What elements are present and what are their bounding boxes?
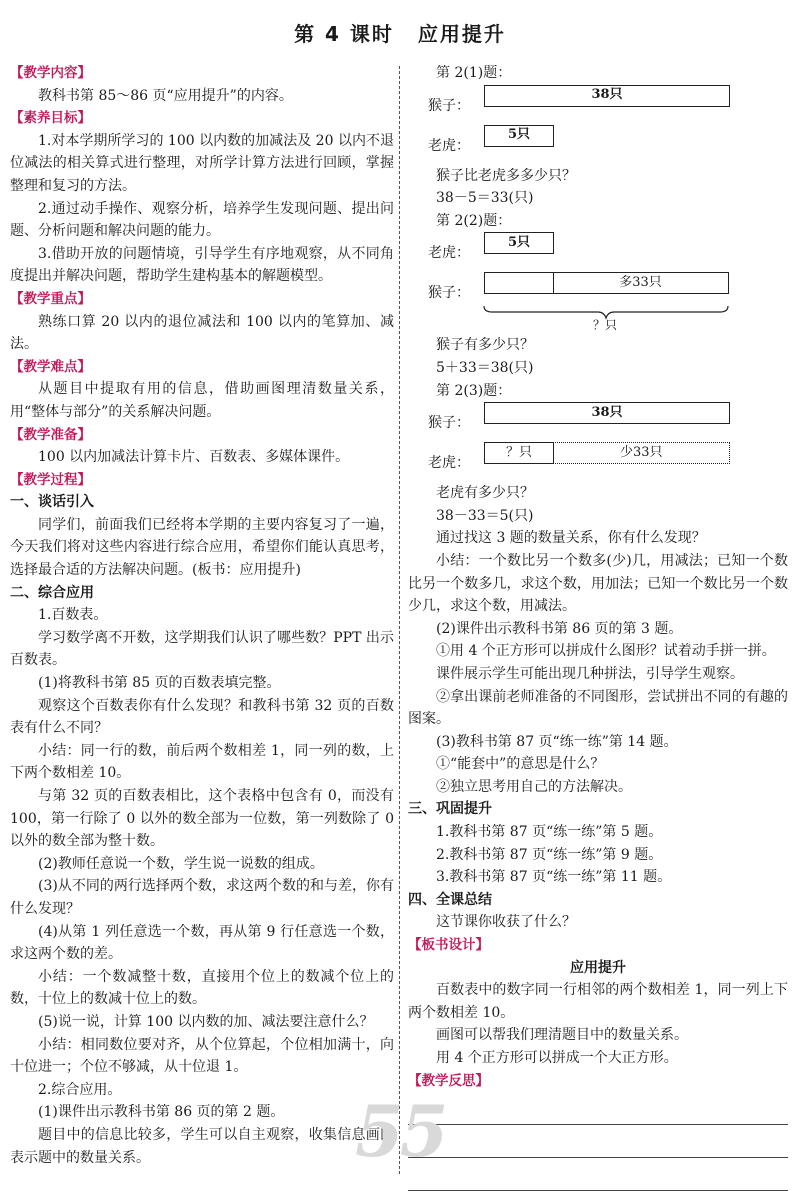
q2-title: 第 2(2)题： — [436, 212, 512, 229]
q1-question: 猴子比老虎多多少只？ — [436, 167, 576, 184]
paragraph: (5)说一说，计算 100 以内数的加、减法要注意什么？ — [38, 1013, 374, 1030]
q2-question: 猴子有多少只？ — [436, 337, 534, 354]
q1-answer: 38－5＝33(只) — [436, 190, 534, 207]
q3-tiger-bar: ？只 — [484, 442, 554, 464]
column-divider — [399, 66, 400, 1174]
reflection-line — [408, 1125, 788, 1158]
left-column — [10, 62, 394, 1169]
q1-monkey-bar: 38只 — [484, 85, 730, 107]
q1-tiger-label: 老虎： — [428, 137, 470, 154]
paragraph: ①“能套中”的意思是什么？ — [436, 756, 605, 773]
board-line: 用 4 个正方形可以拼成一个大正方形。 — [436, 1050, 678, 1066]
difficulty-text: 从题目中提取有用的信息，借助画图理清数量关系，用“整体与部分”的关系解决问题。 — [10, 381, 394, 420]
paragraph: (2)课件出示教科书第 86 页的第 3 题。 — [436, 620, 683, 637]
paragraph: 小结：一个数比另一个数多(少)几，用减法；已知一个数比另一个数多几，求这个数，用加法；已知一个数比另一个数少几，求这个数，用减法。 — [408, 552, 788, 615]
tag-key-point: 【教学重点】 — [10, 290, 91, 307]
q1-title: 第 2(1)题： — [436, 65, 512, 81]
right-column — [408, 62, 788, 1191]
q2-tiger-label: 老虎： — [428, 245, 470, 262]
q3-monkey-row — [408, 402, 788, 442]
board-line: 百数表中的数字同一行相邻的两个数相差 1，同一列上下两个数相差 10。 — [408, 982, 788, 1021]
preparation-text: 100 以内加减法计算卡片、百数表、多媒体课件。 — [38, 449, 350, 466]
q2-monkey-part-bar — [484, 272, 554, 294]
q1-tiger-bar: 5只 — [484, 125, 554, 147]
reflection-line — [408, 1092, 788, 1125]
list-item: 2.教科书第 87 页“练一练”第 9 题。 — [436, 846, 663, 863]
q3-less-bar: 少33只 — [553, 442, 731, 464]
board-title: 应用提升 — [570, 959, 626, 976]
tag-process: 【教学过程】 — [10, 471, 91, 488]
paragraph: ②拿出课前老师准备的不同图形，尝试拼出不同的有趣的图案。 — [408, 688, 788, 728]
q3-question: 老虎有多少只？ — [436, 485, 534, 502]
section-intro-text: 同学们，前面我们已经将本学期的主要内容复习了一遍，今天我们将对这些内容进行综合应用，希望你们能认真思考，选择最合适的方法解决问题。(板书：应用提升) — [10, 516, 394, 579]
paragraph: 小结：同一行的数，前后两个数相差 1，同一列的数，上下两个数相差 10。 — [10, 742, 394, 782]
paragraph: (3)教科书第 87 页“练一练”第 14 题。 — [436, 733, 678, 750]
paragraph: 课件展示学生可能出现几种拼法，引导学生观察。 — [436, 665, 744, 682]
reflection-line — [408, 1158, 788, 1191]
summary-text: 这节课你收获了什么？ — [436, 914, 576, 931]
paragraph: 1.百数表。 — [38, 607, 108, 624]
paragraph: ②独立思考用自己的方法解决。 — [436, 778, 632, 795]
q2-monkey-more-bar: 多33只 — [553, 272, 729, 294]
page-title — [0, 18, 800, 47]
tag-difficulty: 【教学难点】 — [10, 358, 91, 375]
paragraph: ①用 4 个正方形可以拼成什么图形？试着动手拼一拼。 — [436, 643, 776, 660]
q2-tiger-bar: 5只 — [484, 232, 554, 254]
brace-icon — [408, 304, 738, 334]
paragraph: (3)从不同的两行选择两个数，求这两个数的和与差，你有什么发现？ — [10, 878, 394, 917]
list-item: 3.教科书第 87 页“练一练”第 11 题。 — [436, 869, 672, 886]
list-item: 1.教科书第 87 页“练一练”第 5 题。 — [436, 824, 663, 841]
tag-content: 【教学内容】 — [10, 65, 91, 81]
q3-monkey-bar: 38只 — [484, 402, 730, 424]
tag-preparation: 【教学准备】 — [10, 426, 91, 443]
goal-3: 3.借助开放的问题情境，引导学生有序地观察，从不同角度提出并解决问题，帮助学生建构基本的解题模型。 — [10, 245, 394, 285]
paragraph: 小结：相同数位要对齐，从个位算起，个位相加满十，向十位进一；个位不够减，从十位退 1。 — [10, 1036, 394, 1076]
paragraph: 题目中的信息比较多，学生可以自主观察，收集信息画图表示题中的数量关系。 — [10, 1126, 394, 1166]
q3-answer: 38－33＝5(只) — [436, 507, 534, 524]
paragraph: 小结：一个数减整十数，直接用个位上的数减个位上的数，十位上的数减十位上的数。 — [10, 968, 394, 1008]
paragraph: (4)从第 1 列任意选一个数，再从第 9 行任意选一个数，求这两个数的差。 — [10, 923, 394, 963]
paragraph: (1)将教科书第 85 页的百数表填完整。 — [38, 675, 281, 692]
page-number: 55 — [355, 1090, 445, 1173]
q2-answer: 5＋33＝38(只) — [436, 359, 534, 376]
paragraph: 学习数学离不开数，这学期我们认识了哪些数？PPT 出示百数表。 — [10, 629, 394, 669]
paragraph: 2.综合应用。 — [38, 1081, 122, 1098]
q3-tiger-label: 老虎： — [428, 455, 470, 472]
section-apply-title: 二、综合应用 — [10, 584, 94, 601]
q1-tiger-row — [408, 125, 788, 165]
paragraph: 与第 32 页的百数表相比，这个表格中包含有 0，而没有 100，第一行除了 0 以外的数全部为一位数，第一列数除了 0 以外的数全部为整十数。 — [10, 788, 394, 850]
section-summary-title: 四、全课总结 — [408, 891, 492, 908]
goal-2: 2.通过动手操作、观察分析，培养学生发现问题、提出问题、分析问题和解决问题的能力。 — [10, 200, 394, 240]
paragraph: (2)教师任意说一个数，学生说一说数的组成。 — [38, 855, 324, 872]
goal-1: 1.对本学期所学习的 100 以内数的加减法及 20 以内不退位减法的相关算式进行整理，对所学计算方法进行回顾，掌握整理和复习的方法。 — [10, 132, 394, 194]
section-intro-title: 一、谈话引入 — [10, 494, 94, 511]
q2-tiger-row — [408, 232, 788, 272]
board-line: 画图可以帮我们理清题目中的数量关系。 — [436, 1027, 688, 1044]
content-text: 教科书第 85～86 页“应用提升”的内容。 — [38, 87, 293, 104]
q2-total-brace — [408, 304, 788, 334]
paragraph: 观察这个百数表你有什么发现？和教科书第 32 页的百数表有什么不同？ — [10, 697, 394, 737]
q3-tiger-row — [408, 442, 788, 482]
q2-monkey-row — [408, 272, 788, 304]
tag-goals: 【素养目标】 — [10, 110, 91, 127]
paragraph: 通过找这 3 题的数量关系，你有什么发现？ — [436, 530, 706, 547]
paragraph: (1)课件出示教科书第 86 页的第 2 题。 — [38, 1104, 285, 1121]
q1-monkey-label: 猴子： — [428, 97, 470, 114]
tag-board-design: 【板书设计】 — [408, 937, 489, 954]
q3-monkey-label: 猴子： — [428, 415, 470, 432]
q2-total-label: ？只 — [593, 318, 618, 333]
q3-title: 第 2(3)题： — [436, 382, 512, 399]
key-point-text: 熟练口算 20 以内的退位减法和 100 以内的笔算加、减法。 — [10, 313, 394, 353]
lesson-topic: 应用提升 — [417, 22, 506, 46]
q2-monkey-label: 猴子： — [428, 285, 470, 302]
section-consolidate-title: 三、巩固提升 — [408, 801, 492, 818]
q1-monkey-row — [408, 85, 788, 125]
tag-reflection: 【教学反思】 — [408, 1072, 489, 1089]
lesson-number: 第 4 课时 — [294, 22, 394, 46]
